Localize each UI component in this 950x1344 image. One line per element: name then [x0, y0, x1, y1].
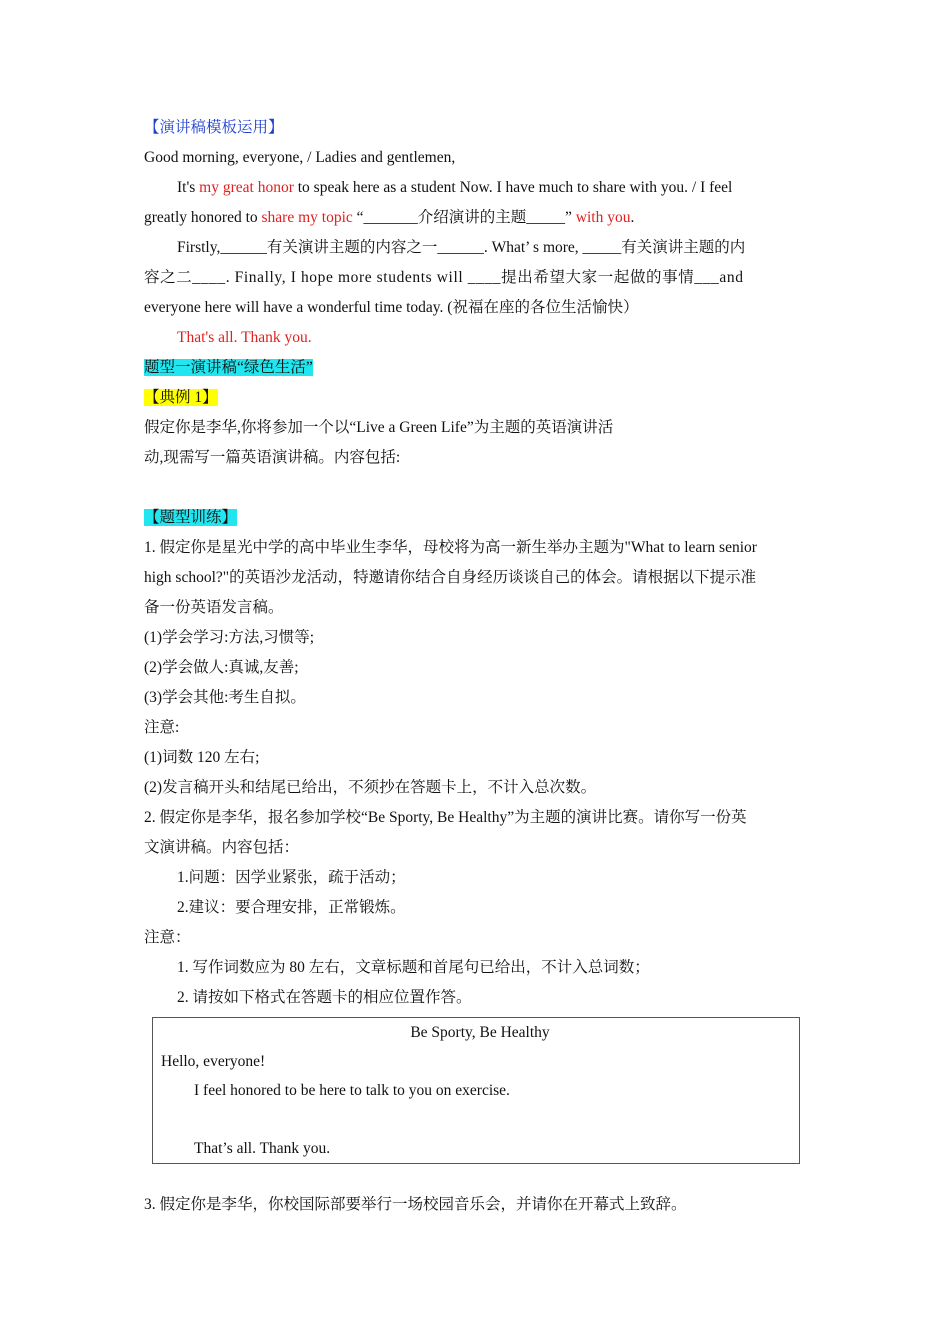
box-greeting: Hello, everyone!	[161, 1053, 266, 1070]
q1-line-3: 备一份英语发言稿。	[144, 599, 284, 616]
q1-line-1: 1. 假定你是星光中学的高中毕业生李华，母校将为高一新生举办主题为"What to learn senior	[144, 539, 757, 556]
section-1-title-row	[144, 353, 806, 383]
q2-point-2: 2.建议：要合理安排，正常锻炼。	[177, 899, 406, 916]
document-content	[144, 113, 806, 1220]
q2-line-2: 文演讲稿。内容包括：	[144, 839, 300, 856]
spacer	[144, 473, 806, 503]
example-label-row	[144, 383, 806, 413]
template-closing: That's all. Thank you.	[177, 329, 312, 346]
template-heading: 【演讲稿模板运用】	[144, 119, 284, 136]
q3-line-1: 3. 假定你是李华，你校国际部要举行一场校园音乐会，并请你在开幕式上致辞。	[144, 1196, 687, 1213]
text: “_______介绍演讲的主题_____”	[352, 209, 576, 226]
q1-note-1: (1)词数 120 左右;	[144, 749, 260, 766]
highlight-phrase: my great honor	[199, 179, 294, 196]
q2-line-1: 2. 假定你是李华，报名参加学校“Be Sporty, Be Healthy”为主题的演讲比赛。请你写一份英	[144, 809, 747, 826]
template-greeting: Good morning, everyone, / Ladies and gentlemen,	[144, 149, 456, 166]
highlight-phrase: with you	[575, 209, 631, 226]
q1-note-2: (2)发言稿开头和结尾已给出，不须抄在答题卡上，不计入总次数。	[144, 779, 597, 796]
q1-point-3: (3)学会其他:考生自拟。	[144, 689, 306, 706]
example-line-1: 假定你是李华,你将参加一个以“Live a Green Life”为主题的英语演讲活	[144, 419, 614, 436]
box-closing: That’s all. Thank you.	[194, 1140, 331, 1157]
template-paragraph-1-line-2	[144, 203, 806, 233]
box-title: Be Sporty, Be Healthy	[410, 1024, 550, 1041]
q1-note-label: 注意:	[144, 719, 180, 736]
spacer	[144, 1164, 806, 1190]
box-opening: I feel honored to be here to talk to you on exercise.	[194, 1082, 510, 1099]
answer-format-box	[152, 1017, 800, 1164]
template-paragraph-1-line-1	[144, 173, 806, 203]
training-label-row	[144, 503, 806, 533]
text: .	[630, 209, 635, 226]
q2-note-1: 1. 写作词数应为 80 左右，文章标题和首尾句已给出，不计入总词数；	[177, 959, 650, 976]
text: It's	[177, 179, 200, 196]
example-label: 【典例 1】	[144, 389, 218, 406]
q1-point-1: (1)学会学习:方法,习惯等;	[144, 629, 315, 646]
section-1-title: 题型一演讲稿“绿色生活”	[144, 359, 313, 376]
q2-note-label: 注意：	[144, 929, 191, 946]
template-paragraph-2-line-1: Firstly,______有关演讲主题的内容之一______. What’ s more, _____有关演讲主题的内	[177, 239, 746, 256]
text: to speak here as a student Now. I have much to share with you. / I feel	[293, 179, 733, 196]
training-label: 【题型训练】	[144, 509, 238, 526]
q2-note-2: 2. 请按如下格式在答题卡的相应位置作答。	[177, 989, 472, 1006]
example-line-2: 动,现需写一篇英语演讲稿。内容包括:	[144, 449, 401, 466]
template-paragraph-2-line-2: 容之二____. Finally, I hope more students will ____提出希望大家一起做的事情___and	[144, 269, 744, 286]
template-paragraph-2-line-3: everyone here will have a wonderful time today. (祝福在座的各位生活愉快）	[144, 299, 639, 316]
q1-point-2: (2)学会做人:真诚,友善;	[144, 659, 299, 676]
q2-point-1: 1.问题：因学业紧张，疏于活动；	[177, 869, 406, 886]
box-blank-space	[161, 1105, 799, 1134]
text: greatly honored to	[144, 209, 262, 226]
highlight-phrase: share my topic	[261, 209, 353, 226]
q1-line-2: high school?"的英语沙龙活动，特邀请你结合自身经历谈谈自己的体会。请根据以下提示准	[144, 569, 757, 586]
